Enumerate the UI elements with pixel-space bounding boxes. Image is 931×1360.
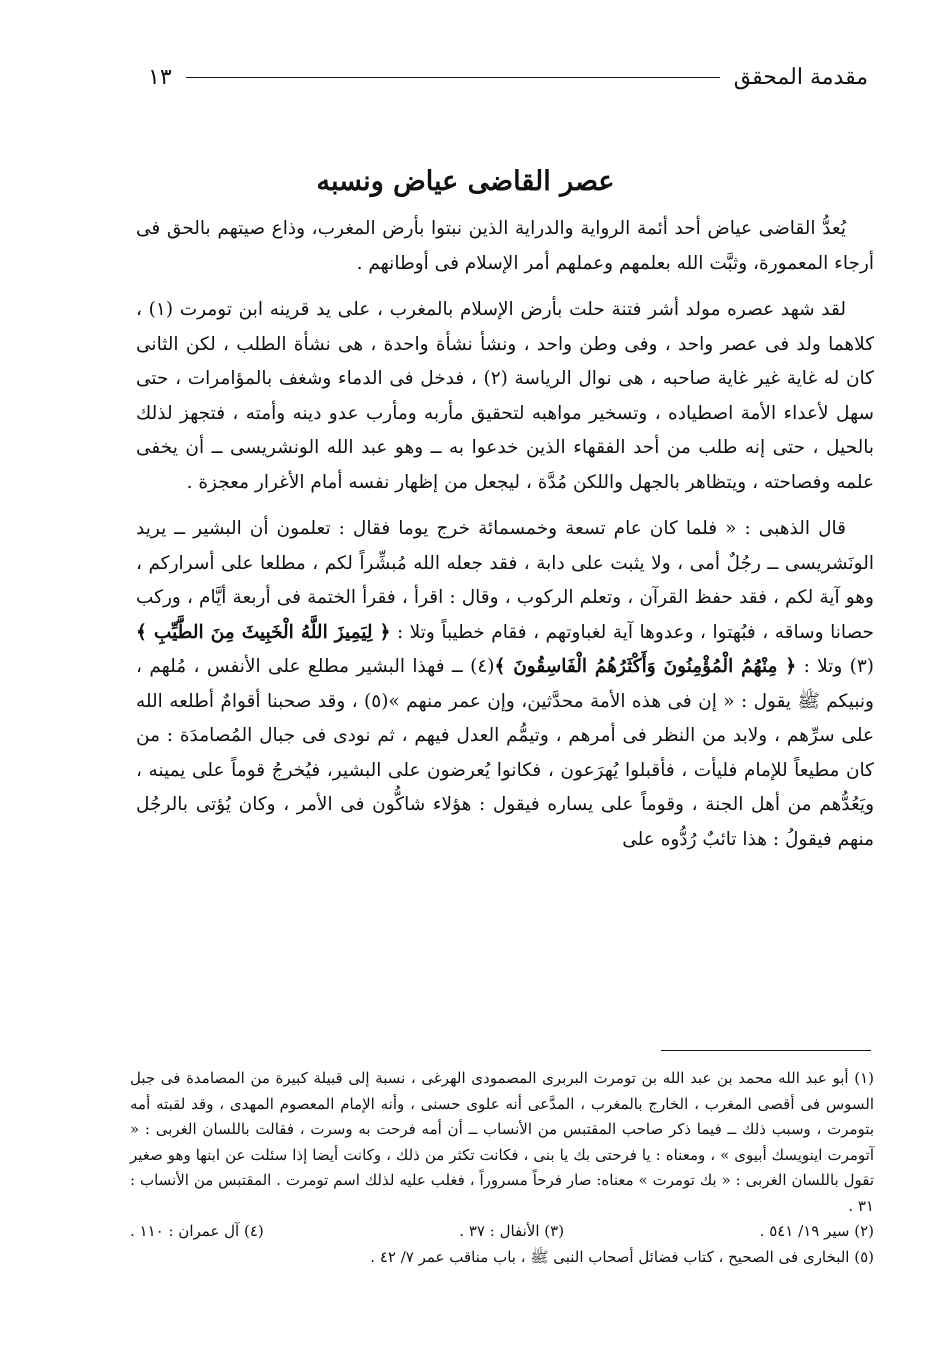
footnote-2: (٢) سير ١٩/ ٥٤١ . (759, 1222, 874, 1240)
quran-verse-1: ﴿ لِيَمِيزَ اللَّهُ الْخَبِيثَ مِنَ الطَّيِّبِ ﴾ (136, 621, 391, 643)
footnotes (130, 1066, 874, 1270)
footnote-separator (661, 1050, 871, 1051)
footnote-3: (٣) الأنفال : ٣٧ . (459, 1222, 565, 1240)
running-title: مقدمة المحقق (733, 64, 868, 90)
body-text (136, 212, 874, 869)
footnote-4: (٤) آل عمران : ١١٠ . (130, 1222, 264, 1240)
footnote-row (130, 1219, 874, 1245)
page-header (148, 62, 868, 92)
paragraph-2: لقد شهد عصره مولد أشر فتنة حلت بأرض الإسلام بالمغرب ، على يد قرينه ابن تومرت (١) ، كلاهما ولد فى عصر واحد ، وفى وطن واحد ، ونشأ نشأة واحدة ، هى نشأة الطلب ، لكن الثانى كان له غاية غير غاية صاحبه ، هى نوال الرياسة (٢) ، فدخل فى الدماء وشغف بالمؤامرات ، حتى سهل لأعداء الأمة اصطياده ، وتسخير مواهبه لتحقيق مأربه ومأرب عدو دينه وأمته ، فتجهز لذلك بالحيل ، حتى إنه طلب من أحد الفقهاء الذين خدعوا به ــ وهو عبد الله الونشريسى ــ أن يخفى علمه وفصاحته ، ويتظاهر بالجهل واللكن مُدَّة ، ليجعل من إظهار نفسه أمام الأغرار معجزة . (136, 299, 874, 493)
footnote-1: (١) أبو عبد الله محمد بن عبد الله بن تومرت البربرى المصمودى الهرغى ، نسبة إلى قبيلة كبيرة من المصامدة فى جبل السوس فى أقصى المغرب ، الخارج بالمغرب ، المدَّعى أنه علوى حسنى ، وأنه الإمام المعصوم المهدى ، وقد لقبته أمه بتومرت ، وسبب ذلك ــ فيما ذكر صاحب المقتبس من الأنساب ــ أن أمه فرحت به وسرت ، فقالت باللسان الغربى : « آتومرت اينويسك أبيوى » ، ومعناه : يا فرحتى بك يا بنى ، فكانت تكثر من ذلك ، وكانت أيضا إذا سئلت عن ابنها وهو صغير تقول باللسان الغربى : « بك تومرت » معناه: صار فرحاً مسروراً ، فغلب عليه لذلك اسم تومرت . المقتبس من الأنساب : ٣١ . (130, 1069, 874, 1215)
header-rule (186, 77, 720, 78)
quote-part-3: (٤) ــ فهذا البشير مطلع على الأنفس ، مُلهم ، ونبيكم ﷺ يقول : « إن فى هذه الأمة محدَّثين، وإن عمر منهم »(٥) ، وقد صحبنا أقوامٌ أطلعه الله على سرِّهم ، ولابد من النظر فى أمرهم ، وتيمُّم العدل فيهم ، ثم نودى فى جبال المُصامدَة : من كان مطيعاً للإمام فليأت ، فأقبلوا يُهرَعون ، فكانوا يُعرضون على البشير، فيُخرجُ قوماً على يمينه ، ويَعُدُّهم من أهل الجنة ، وقوماً على يساره فيقول : هؤلاء شاكُّون فى الأمر ، وكان يُؤتى بالرجُل منهم فيقولُ : هذا تائبٌ رُدُّوه على (136, 656, 874, 850)
quote-part-2: (٣) وتلا : (803, 656, 874, 677)
quote-part-1: قال الذهبى : « فلما كان عام تسعة وخمسمائة خرج يوما فقال : تعلمون أن البشير ــ يريد الونَشريسى ــ رجُلٌ أمى ، ولا يثبت على دابة ، فقد جعله الله مُبشِّراً لكم ، مطلعا على أسراركم ، وهو آية لكم ، فقد حفظ القرآن ، وتعلم الركوب ، وقال : اقرأ ، فقرأ الختمة فى أربعة أيَّام ، وركب حصانا وساقه ، فبُهتوا ، وعدوها آية لغباوتهم ، فقام خطيباً وتلا : (136, 518, 874, 643)
quran-verse-2: ﴿ مِنْهُمُ الْمُؤْمِنُونَ وَأَكْثَرُهُمُ الْفَاسِقُونَ ﴾ (494, 656, 797, 677)
paragraph-quote (136, 512, 874, 857)
page-number: ١٣ (148, 64, 172, 90)
section-title: عصر القاضى عياض ونسبه (316, 166, 615, 197)
footnote-5: (٥) البخارى فى الصحيح ، كتاب فضائل أصحاب النبى ﷺ ، باب مناقب عمر ٧/ ٤٢ . (370, 1247, 874, 1266)
paragraph-1: يُعدُّ القاضى عياض أحد أئمة الرواية والدراية الذين نبتوا بأرض المغرب، وذاع صيتهم بالحق فى أرجاء المعمورة، وثبَّت الله بعلمهم وعملهم أمر الإسلام فى أوطانهم . (136, 218, 874, 274)
